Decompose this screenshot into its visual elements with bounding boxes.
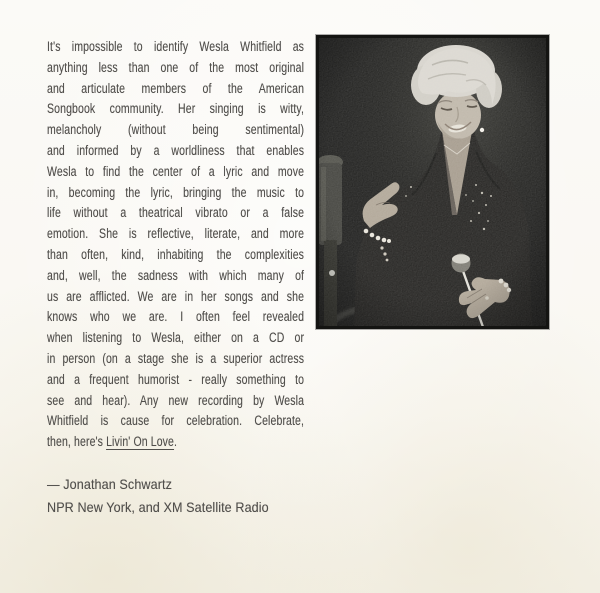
paragraph-line: Songbook community. Her singing is witty, xyxy=(47,101,305,117)
paragraph-line: and informed by a worldliness that enables xyxy=(47,142,305,158)
paragraph-line: and a frequent humorist - really something to xyxy=(47,371,305,387)
album-title: Livin' On Love xyxy=(106,434,175,450)
closing-prefix: then, here's xyxy=(47,434,107,450)
closing-suffix: . xyxy=(174,434,178,450)
liner-notes-paragraph xyxy=(47,37,304,453)
artist-photo-illustration xyxy=(316,35,549,329)
attribution-author: — Jonathan Schwartz xyxy=(47,476,172,492)
artist-photo xyxy=(316,35,549,329)
paragraph-line: knows who we are. I often feel revealed xyxy=(47,309,305,325)
paragraph-closing-line xyxy=(47,432,304,453)
paragraph-line: and, well, the sadness with which many of xyxy=(47,267,305,283)
paragraph-line: and articulate members of the American xyxy=(47,80,305,96)
paragraph-line: than often, kind, inhabiting the complexities xyxy=(47,246,305,262)
paragraph-line: anything less than one of the most original xyxy=(47,59,305,75)
paragraph-line: see and hear). Any new recording by Wesla xyxy=(47,392,305,408)
paragraph-line: melancholy (without being sentimental) xyxy=(47,122,305,138)
paragraph-line: when listening to Wesla, either on a CD or xyxy=(47,330,305,346)
paragraph-line: life without a theatrical vibrato or a false xyxy=(47,205,305,221)
paragraph-line: in person (on a stage she is a superior actress xyxy=(47,350,305,366)
paragraph-line: Whitfield is cause for celebration. Celebrate, xyxy=(47,413,305,429)
attribution-affiliation: NPR New York, and XM Satellite Radio xyxy=(47,498,269,515)
attribution-block xyxy=(47,473,308,518)
paragraph-line: It's impossible to identify Wesla Whitfield as xyxy=(47,39,305,54)
paragraph-line: Wesla to find the center of a lyric and move xyxy=(47,163,305,179)
paragraph-line: us are afflicted. We are in her songs and she xyxy=(47,288,305,304)
paragraph-line: in, becoming the lyric, bringing the music to xyxy=(47,184,305,200)
paragraph-line: emotion. She is reflective, literate, and more xyxy=(47,226,305,242)
